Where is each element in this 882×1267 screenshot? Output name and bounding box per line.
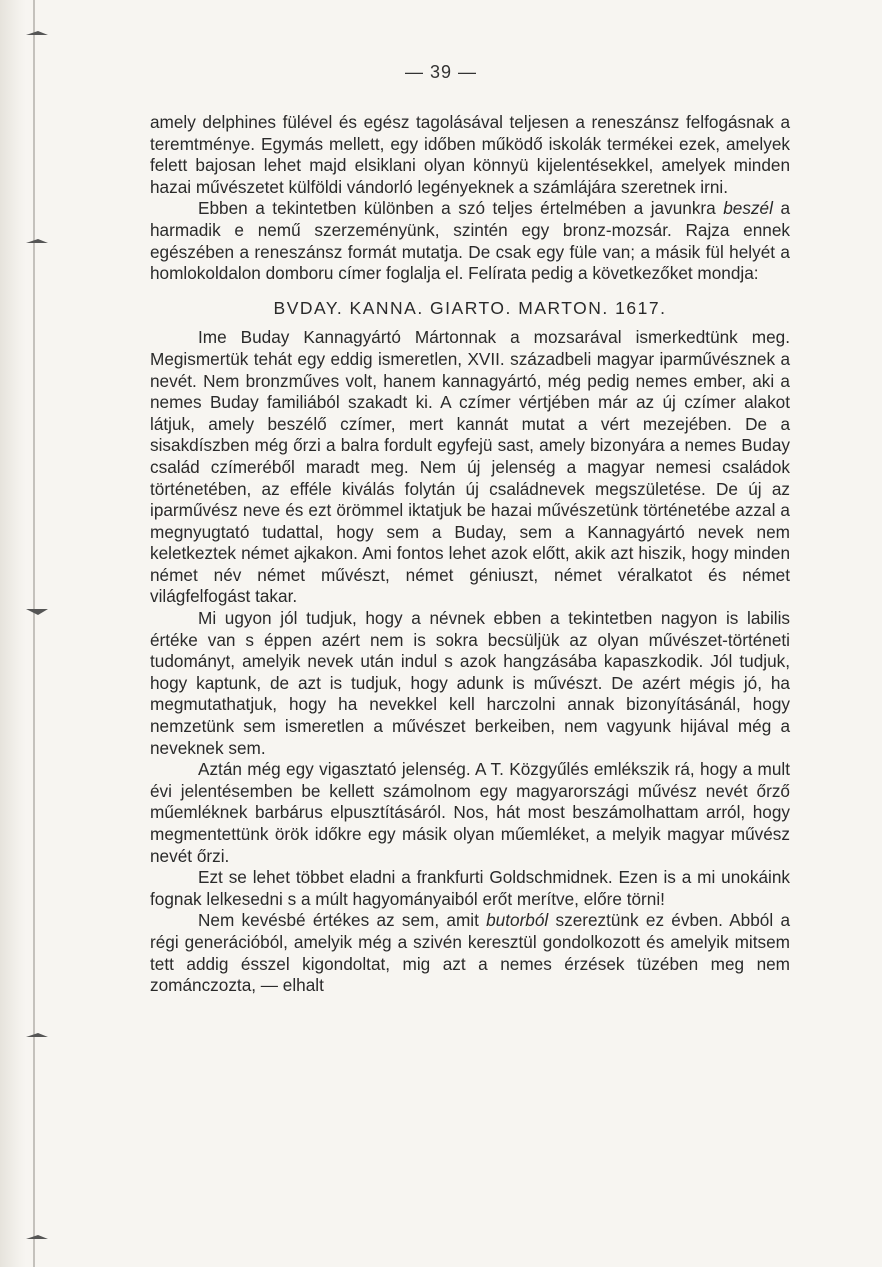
paragraph xyxy=(150,759,790,867)
binding-mark xyxy=(26,1234,48,1244)
paragraph xyxy=(150,198,790,284)
binding-mark xyxy=(26,238,48,248)
paragraph xyxy=(150,608,790,759)
paragraph-text: Nem kevésbé értékes az sem, amit xyxy=(198,910,487,931)
page-edge xyxy=(0,0,26,1267)
paragraph xyxy=(150,327,790,608)
paragraph-text: Aztán még egy vigasztató jelenség. A T. Közgyűlés emlékszik rá, hogy a mult évi jelentésemben be kellett számolnom egy magyarországi művész nevét őrző műemléknek barbárus elpusztításáról. Nos, hát most beszámolhattam arról, hogy megmentettünk örök időkre egy másik olyan műemléket, a melyik magyar művész nevét őrzi. xyxy=(150,759,790,866)
paragraph-text: amely delphines fülével és egész tagolásával teljesen a reneszánsz felfogásnak a teremtménye. Egymás mellett, egy időben működő iskolák termékei ezek, amelyek felett bajosan lehet majd elsiklani olyan könnyü kijelentésekkel, amelyek minden hazai művészetet külföldi vándorló legényeknek a számlájára szeretnek irni. xyxy=(150,112,790,197)
paragraph-text: Ime Buday Kannagyártó Mártonnak a mozsarával ismerkedtünk meg. Megismertük tehát egy eddig ismeretlen, XVII. századbeli magyar iparművésznek a nevét. Nem bronzműves volt, hanem kannagyártó, még pedig nemes ember, aki a nemes Buday familiából szakadt ki. A czímer vértjében már az új czímer alakot látjuk, amely beszélő czímer, mert kannát mutat a vért mezejében. De a sisakdíszben még őrzi a balra fordult egyfejü sast, amely bizonyára a nemes Buday család czímeréből maradt meg. Nem új jelenség a magyar nemesi családok történetében, az efféle kiválás folytán új családnevek megszületése. De új az iparművész neve és ezt örömmel iktatjuk be hazai művészetünk történetébe azzal a megnyugtató tudattal, hogy sem a Buday, sem a Kannagyártó nevek nem keletkeztek német ajkakon. Ami fontos lehet azok előtt, akik azt hiszik, hogy minden német név német művészt, német géniuszt, német véralkatot és német világfelfogást takar. xyxy=(150,327,790,607)
paragraph-text: a harmadik e nemű szerzeményünk, szintén egy bronz-mozsár. Rajza ennek egészében a reneszánsz formát mutatja. De csak egy füle van; a másik fül helyét a homlokoldalon domboru címer foglalja el. Felírata pedig a következőket mondja: xyxy=(150,198,790,284)
paragraph xyxy=(150,112,790,198)
body-text xyxy=(150,112,790,997)
paragraph xyxy=(150,867,790,910)
binding-mark xyxy=(26,30,48,40)
paragraph-text: Ebben a tekintetben különben a szó teljes értelmében a javunkra xyxy=(198,198,724,219)
binding-mark xyxy=(26,1032,48,1042)
paragraph-text: szereztünk ez évben. Abból a régi generációból, amelyik még a szivén keresztül gondolkozott és amelyik mitsem tett addig ésszel kigondoltat, mig azt a nemes érzések tüzében meg nem zománczozta, — elhalt xyxy=(150,910,791,996)
binding-line xyxy=(33,0,35,1267)
inscription: BVDAY. KANNA. GIARTO. MARTON. 1617. xyxy=(273,297,667,318)
binding-mark xyxy=(26,606,48,616)
paragraph-text: Ezt se lehet többet eladni a frankfurti Goldschmidnek. Ezen is a mi unokáink fognak lelkesedni s a múlt hagyományaiból erőt merítve, előre törni! xyxy=(150,867,790,909)
emphasis-text: beszél xyxy=(723,198,773,219)
paragraph-text: Mi ugyon jól tudjuk, hogy a névnek ebben a tekintetben nagyon is labilis értéke van s éppen azért nem is sokra becsüljük az olyan művészet-történeti tudományt, amelyik nevek után indul s azok hangzásába kapaszkodik. Jól tudjuk, hogy kaptunk, de azt is tudjuk, hogy adunk is művészt. De azért mégis jó, ha megmutathatjuk, hogy ha nevekkel kell harczolni annak bizonyításánál, hogy nemzetünk sem ismeretlen a művészet berkeiben, nem vagyunk hijával még a neveknek sem. xyxy=(150,608,790,758)
paragraph xyxy=(150,910,790,996)
emphasis-text: butorból xyxy=(486,910,549,931)
page-number: — 39 — xyxy=(404,62,478,82)
